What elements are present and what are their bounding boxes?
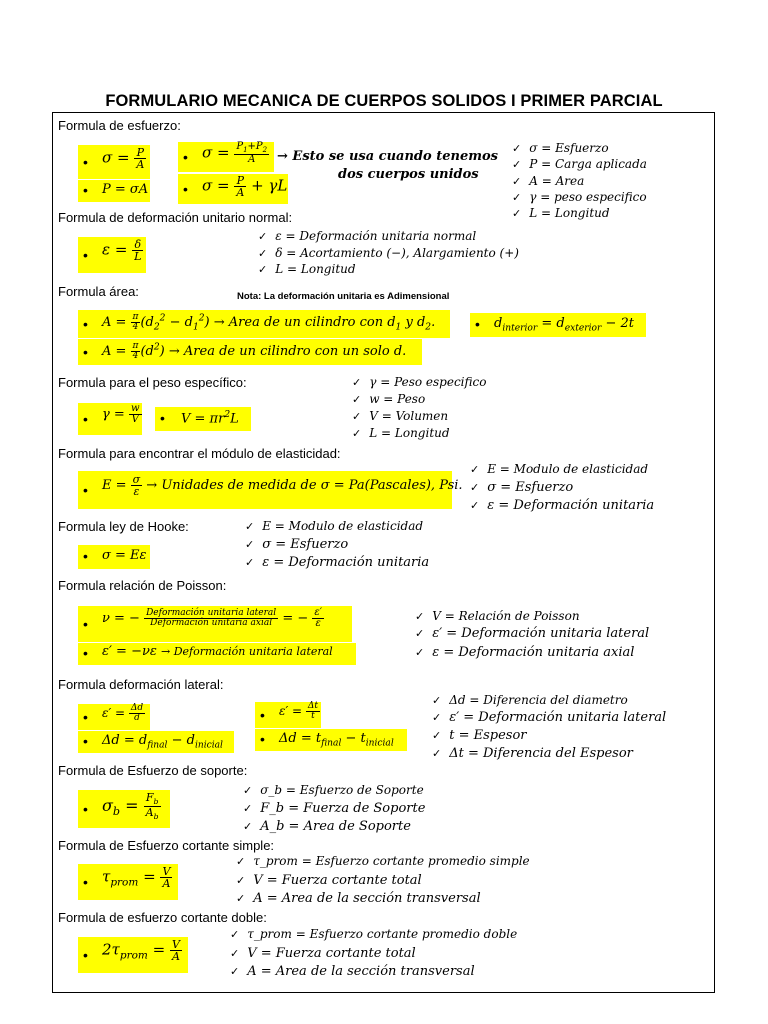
section-heading-deformacion: Formula de deformación unitario normal: <box>58 210 293 225</box>
def-hooke-0: ✓ E = Modulo de elasticidad <box>245 519 424 533</box>
formula-volumen: • $V = \pi r^2L$ <box>155 407 251 431</box>
formula-hooke: • σ = Eε <box>78 545 150 569</box>
check-icon: ✓ <box>470 499 480 512</box>
def-esfuerzo-4: ✓ L = Longitud <box>512 206 610 220</box>
formula-area-cilindro-simple: • A = $\frac{\pi}{4}$ $(d^2)$ → Area de un cilindro con un solo d. <box>78 339 422 365</box>
def-esfuerzo-1: ✓ P = Carga aplicada <box>512 157 647 171</box>
section-heading-poisson: Formula relación de Poisson: <box>58 578 227 593</box>
check-icon: ✓ <box>512 175 522 188</box>
section-heading-cortante-doble: Formula de esfuerzo cortante doble: <box>58 910 267 925</box>
formula-cortante-doble: • $2\tau_{prom}$ = $\frac{V}{A}$ <box>78 937 188 973</box>
def-modulo-0: ✓ E = Modulo de elasticidad <box>470 462 649 476</box>
check-icon: ✓ <box>245 520 255 533</box>
formula-lateral-diametro: • ε′ = $\frac{\Delta d}{d}$ <box>78 704 150 730</box>
section-heading-lateral: Formula deformación lateral: <box>58 677 224 692</box>
def-peso-2: ✓ V = Volumen <box>352 409 449 423</box>
def-poisson-1: ✓ ε′ = Deformación unitaria lateral <box>415 626 650 641</box>
formula-carga: • P = σA <box>78 180 150 202</box>
formula-esfuerzo-dos-cuerpos: • σ = $\frac{P_1+P_2}{A}$ <box>178 142 274 172</box>
def-cortante-simple-0: ✓ τ_prom = Esfuerzo cortante promedio simple <box>236 854 530 868</box>
formula-esfuerzo: • σ = $\frac{P}{A}$ <box>78 145 150 179</box>
check-icon: ✓ <box>230 947 240 960</box>
def-lateral-1: ✓ ε′ = Deformación unitaria lateral <box>432 710 667 725</box>
check-icon: ✓ <box>236 892 246 905</box>
formula-peso-especifico: • γ = $\frac{w}{V}$ <box>78 403 142 435</box>
check-icon: ✓ <box>512 158 522 171</box>
def-modulo-1: ✓ σ = Esfuerzo <box>470 480 574 495</box>
check-icon: ✓ <box>258 230 268 243</box>
formula-diferencia-diametro: • $\Delta d = d_{final} - d_{inicial}$ <box>78 731 234 753</box>
def-esfuerzo-3: ✓ γ = peso especifico <box>512 190 647 204</box>
check-icon: ✓ <box>512 191 522 204</box>
check-icon: ✓ <box>432 694 442 707</box>
def-deformacion-0: ✓ ε = Deformación unitaria normal <box>258 229 477 243</box>
def-hooke-2: ✓ ε = Deformación unitaria <box>245 555 430 570</box>
def-poisson-0: ✓ V = Relación de Poisson <box>415 609 580 623</box>
def-soporte-0: ✓ σ_b = Esfuerzo de Soporte <box>243 783 424 797</box>
check-icon: ✓ <box>432 711 442 724</box>
def-deformacion-1: ✓ δ = Acortamiento (−), Alargamiento (+) <box>258 246 519 260</box>
formula-diferencia-espesor: • $\Delta d = t_{final} - t_{inicial}$ <box>255 729 407 751</box>
check-icon: ✓ <box>432 729 442 742</box>
check-icon: ✓ <box>512 207 522 220</box>
check-icon: ✓ <box>415 627 425 640</box>
def-cortante-simple-1: ✓ V = Fuerza cortante total <box>236 873 422 888</box>
section-heading-esfuerzo: Formula de esfuerzo: <box>58 118 181 133</box>
section-heading-soporte: Formula de Esfuerzo de soporte: <box>58 763 248 778</box>
section-heading-cortante-simple: Formula de Esfuerzo cortante simple: <box>58 838 275 853</box>
def-cortante-doble-2: ✓ A = Area de la sección transversal <box>230 964 475 979</box>
check-icon: ✓ <box>243 802 253 815</box>
formula-diametro-interior: • $d_{interior} = d_{exterior} - 2t$ <box>470 313 646 337</box>
note-dos-cuerpos-1: → Esto se usa cuando tenemos <box>277 149 498 164</box>
note-adimensional: Nota: La deformación unitaria es Adimensional <box>237 291 450 302</box>
def-cortante-doble-0: ✓ τ_prom = Esfuerzo cortante promedio doble <box>230 927 518 941</box>
def-soporte-2: ✓ A_b = Area de Soporte <box>243 819 411 834</box>
page-title: FORMULARIO MECANICA DE CUERPOS SOLIDOS I PRIMER PARCIAL <box>105 92 663 110</box>
check-icon: ✓ <box>352 410 362 423</box>
check-icon: ✓ <box>230 965 240 978</box>
check-icon: ✓ <box>243 820 253 833</box>
def-peso-3: ✓ L = Longitud <box>352 426 450 440</box>
check-icon: ✓ <box>243 784 253 797</box>
def-peso-0: ✓ γ = Peso especifico <box>352 375 487 389</box>
def-hooke-1: ✓ σ = Esfuerzo <box>245 537 349 552</box>
section-heading-area: Formula área: <box>58 284 139 299</box>
def-soporte-1: ✓ F_b = Fuerza de Soporte <box>243 801 426 816</box>
formula-modulo-elasticidad: • E = $\frac{\sigma}{\varepsilon}$ → Unidades de medida de σ = Pa(Pascales), Psi. <box>78 471 452 509</box>
check-icon: ✓ <box>470 481 480 494</box>
section-heading-peso: Formula para el peso específico: <box>58 375 247 390</box>
section-heading-modulo: Formula para encontrar el módulo de elasticidad: <box>58 446 341 461</box>
formula-esfuerzo-peso: • σ = $\frac{P}{A}$ + γL <box>178 174 288 204</box>
def-lateral-0: ✓ Δd = Diferencia del diametro <box>432 693 628 707</box>
check-icon: ✓ <box>352 393 362 406</box>
check-icon: ✓ <box>415 610 425 623</box>
note-dos-cuerpos-2: dos cuerpos unidos <box>338 167 479 182</box>
formula-area-cilindro-doble: • A = $\frac{\pi}{4}$ $(d_2^2 - d_1^2)$ → Area de un cilindro con $d_1$ y $d_2$. <box>78 310 450 338</box>
formula-cortante-simple: • $\tau_{prom}$ = $\frac{V}{A}$ <box>78 864 178 900</box>
def-poisson-2: ✓ ε = Deformación unitaria axial <box>415 645 635 660</box>
formula-deformacion: • ε = $\frac{\delta}{L}$ <box>78 237 146 273</box>
section-heading-hooke: Formula ley de Hooke: <box>58 519 189 534</box>
check-icon: ✓ <box>245 556 255 569</box>
check-icon: ✓ <box>236 855 246 868</box>
check-icon: ✓ <box>258 247 268 260</box>
check-icon: ✓ <box>470 463 480 476</box>
check-icon: ✓ <box>415 646 425 659</box>
formula-poisson: • ν = − $\frac{\text{Deformación unitaria lateral}}{\text{Deformación unitaria axial}}$ = − $\frac{\varepsilon'}{\varepsilon}$ <box>78 606 352 642</box>
def-cortante-simple-2: ✓ A = Area de la sección transversal <box>236 891 481 906</box>
check-icon: ✓ <box>432 747 442 760</box>
def-peso-1: ✓ w = Peso <box>352 392 426 406</box>
formula-lateral-espesor: • ε′ = $\frac{\Delta t}{t}$ <box>255 702 321 728</box>
check-icon: ✓ <box>258 263 268 276</box>
check-icon: ✓ <box>236 874 246 887</box>
def-modulo-2: ✓ ε = Deformación unitaria <box>470 498 655 513</box>
def-esfuerzo-2: ✓ A = Area <box>512 174 585 188</box>
def-lateral-2: ✓ t = Espesor <box>432 728 527 743</box>
formula-deformacion-lateral-poisson: • ε′ = −νε → Deformación unitaria lateral <box>78 643 356 665</box>
def-cortante-doble-1: ✓ V = Fuerza cortante total <box>230 946 416 961</box>
check-icon: ✓ <box>512 142 522 155</box>
def-lateral-3: ✓ Δt = Diferencia del Espesor <box>432 746 633 761</box>
check-icon: ✓ <box>352 376 362 389</box>
def-deformacion-2: ✓ L = Longitud <box>258 262 356 276</box>
check-icon: ✓ <box>230 928 240 941</box>
check-icon: ✓ <box>245 538 255 551</box>
formula-esfuerzo-soporte: • $\sigma_b$ = $\frac{F_b}{A_b}$ <box>78 790 170 828</box>
check-icon: ✓ <box>352 427 362 440</box>
def-esfuerzo-0: ✓ σ = Esfuerzo <box>512 141 609 155</box>
